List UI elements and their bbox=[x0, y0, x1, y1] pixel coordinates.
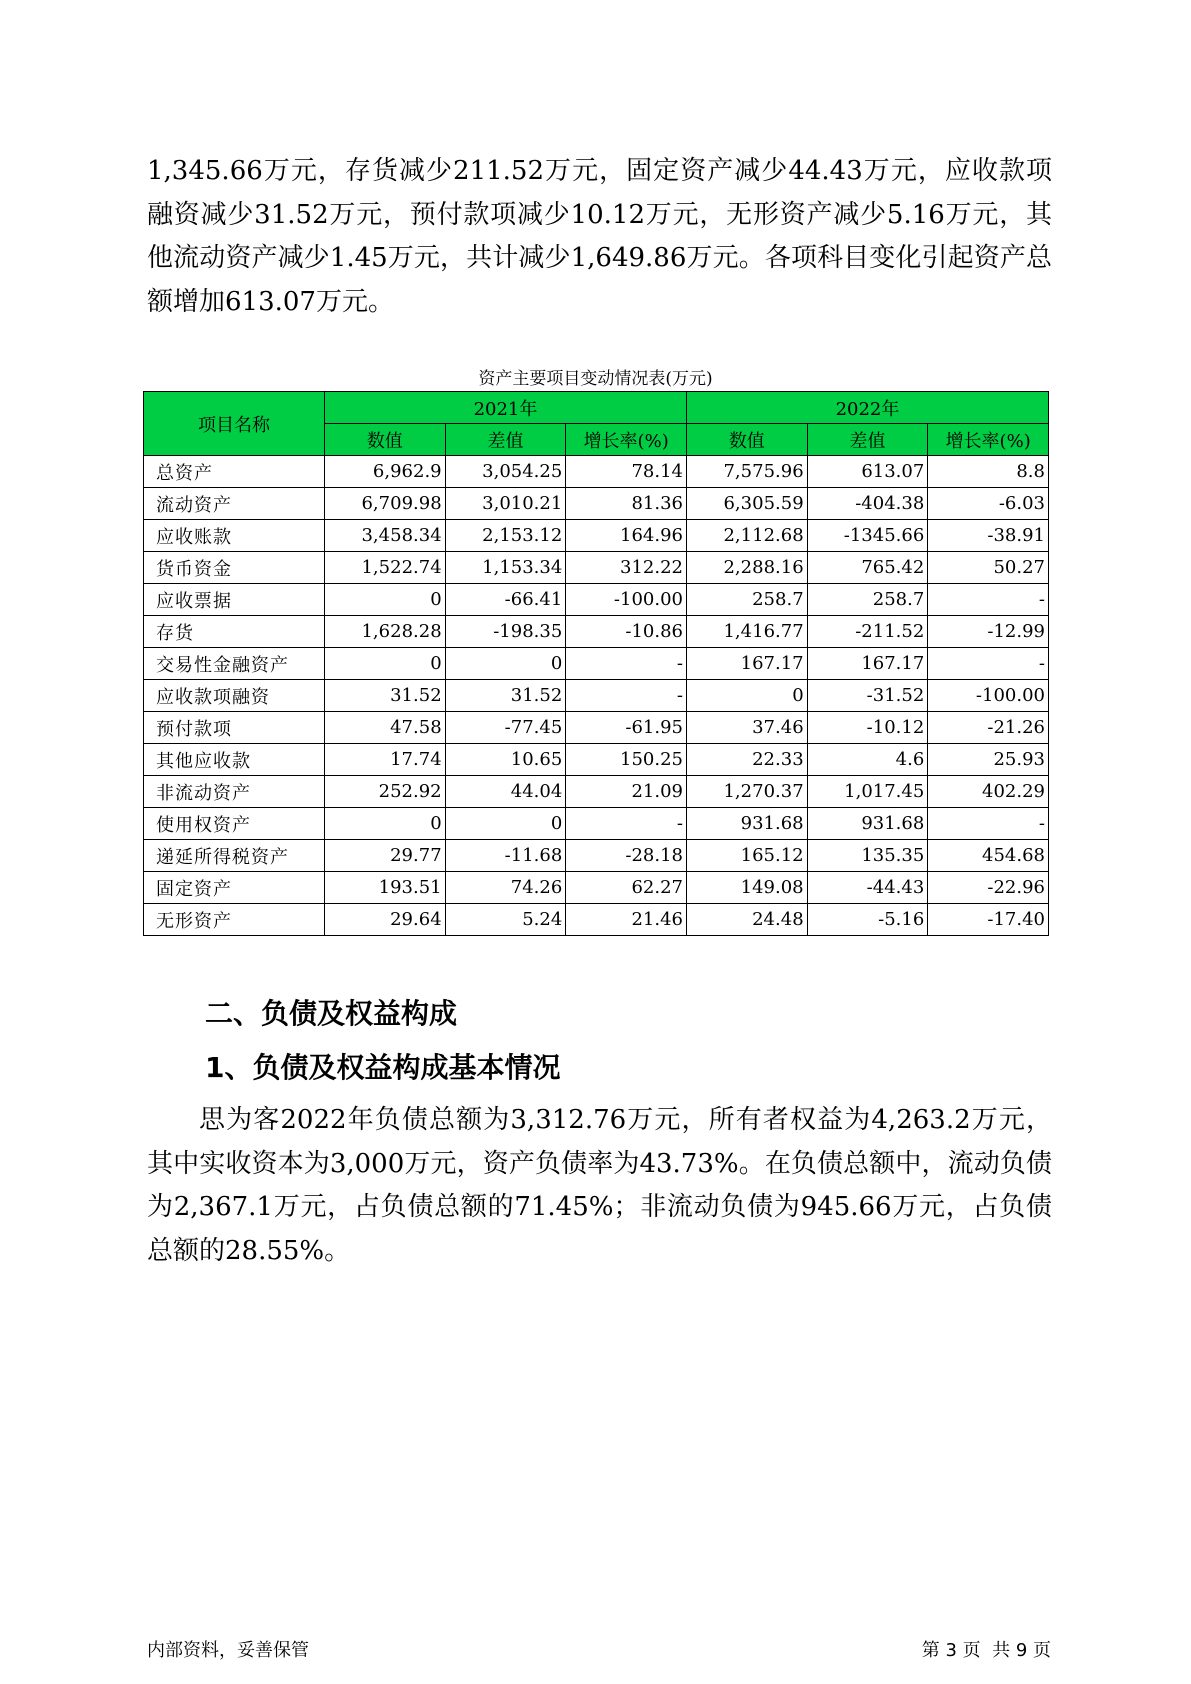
cell-r1: -10.86 bbox=[566, 616, 687, 648]
cell-d1: 10.65 bbox=[445, 744, 566, 776]
cell-r1: -28.18 bbox=[566, 840, 687, 872]
header-rate-2021: 增长率(%) bbox=[566, 424, 687, 456]
cell-d2: -5.16 bbox=[807, 904, 928, 936]
row-item-name: 货币资金 bbox=[144, 552, 325, 584]
header-value-2021: 数值 bbox=[324, 424, 445, 456]
cell-v2: 7,575.96 bbox=[686, 456, 807, 488]
cell-v2: 22.33 bbox=[686, 744, 807, 776]
cell-v2: 6,305.59 bbox=[686, 488, 807, 520]
cell-r1: 78.14 bbox=[566, 456, 687, 488]
cell-d1: 3,054.25 bbox=[445, 456, 566, 488]
table-caption: 资产主要项目变动情况表(万元) bbox=[478, 369, 713, 389]
cell-r1: 164.96 bbox=[566, 520, 687, 552]
cell-v1: 3,458.34 bbox=[324, 520, 445, 552]
row-item-name: 应收款项融资 bbox=[144, 680, 325, 712]
header-diff-2022: 差值 bbox=[807, 424, 928, 456]
cell-r2: -12.99 bbox=[928, 616, 1049, 648]
row-item-name: 流动资产 bbox=[144, 488, 325, 520]
cell-r1: -61.95 bbox=[566, 712, 687, 744]
cell-v1: 31.52 bbox=[324, 680, 445, 712]
cell-v2: 2,288.16 bbox=[686, 552, 807, 584]
table-row bbox=[144, 616, 1049, 648]
header-year-2021: 2021年 bbox=[324, 392, 686, 424]
cell-r1: - bbox=[566, 680, 687, 712]
cell-r2: -22.96 bbox=[928, 872, 1049, 904]
cell-v2: 24.48 bbox=[686, 904, 807, 936]
row-item-name: 固定资产 bbox=[144, 872, 325, 904]
header-rate-2022: 增长率(%) bbox=[928, 424, 1049, 456]
table-row bbox=[144, 520, 1049, 552]
cell-r2: 8.8 bbox=[928, 456, 1049, 488]
cell-d2: 613.07 bbox=[807, 456, 928, 488]
cell-d1: 2,153.12 bbox=[445, 520, 566, 552]
cell-r2: - bbox=[928, 584, 1049, 616]
cell-v1: 17.74 bbox=[324, 744, 445, 776]
cell-d1: 0 bbox=[445, 808, 566, 840]
cell-v2: 0 bbox=[686, 680, 807, 712]
cell-d2: 1,017.45 bbox=[807, 776, 928, 808]
cell-d1: -77.45 bbox=[445, 712, 566, 744]
cell-d2: 931.68 bbox=[807, 808, 928, 840]
cell-d2: -404.38 bbox=[807, 488, 928, 520]
cell-d2: -10.12 bbox=[807, 712, 928, 744]
header-diff-2021: 差值 bbox=[445, 424, 566, 456]
row-item-name: 递延所得税资产 bbox=[144, 840, 325, 872]
table-row bbox=[144, 840, 1049, 872]
cell-d2: 258.7 bbox=[807, 584, 928, 616]
cell-r1: - bbox=[566, 808, 687, 840]
cell-d2: -31.52 bbox=[807, 680, 928, 712]
header-value-2022: 数值 bbox=[686, 424, 807, 456]
cell-d1: -198.35 bbox=[445, 616, 566, 648]
table-row bbox=[144, 648, 1049, 680]
row-item-name: 总资产 bbox=[144, 456, 325, 488]
table-row bbox=[144, 872, 1049, 904]
cell-d2: -211.52 bbox=[807, 616, 928, 648]
cell-v1: 6,962.9 bbox=[324, 456, 445, 488]
cell-r1: - bbox=[566, 648, 687, 680]
cell-v2: 165.12 bbox=[686, 840, 807, 872]
cell-v1: 0 bbox=[324, 808, 445, 840]
cell-r2: - bbox=[928, 808, 1049, 840]
cell-r1: 21.46 bbox=[566, 904, 687, 936]
cell-v2: 1,416.77 bbox=[686, 616, 807, 648]
cell-d1: -66.41 bbox=[445, 584, 566, 616]
cell-r2: -100.00 bbox=[928, 680, 1049, 712]
cell-r2: 25.93 bbox=[928, 744, 1049, 776]
asset-change-table bbox=[143, 391, 1049, 936]
cell-v1: 47.58 bbox=[324, 712, 445, 744]
row-item-name: 交易性金融资产 bbox=[144, 648, 325, 680]
cell-r1: 62.27 bbox=[566, 872, 687, 904]
table-row bbox=[144, 584, 1049, 616]
cell-v1: 0 bbox=[324, 584, 445, 616]
cell-d1: 3,010.21 bbox=[445, 488, 566, 520]
cell-v2: 149.08 bbox=[686, 872, 807, 904]
cell-r1: 81.36 bbox=[566, 488, 687, 520]
cell-r1: -100.00 bbox=[566, 584, 687, 616]
cell-v1: 29.77 bbox=[324, 840, 445, 872]
table-row bbox=[144, 456, 1049, 488]
cell-v2: 258.7 bbox=[686, 584, 807, 616]
paragraph-liabilities: 思为客2022年负债总额为3,312.76万元，所有者权益为4,263.2万元，其中实收资本为3,000万元，资产负债率为43.73%。在负债总额中，流动负债为2,367.1万元，占负债总额的71.45%；非流动负债为945.66万元，占负债总额的28.55%。 bbox=[147, 1105, 1052, 1266]
cell-d2: -44.43 bbox=[807, 872, 928, 904]
row-item-name: 应收账款 bbox=[144, 520, 325, 552]
footer-page-number: 第 3 页 共 9 页 bbox=[921, 1640, 1051, 1661]
cell-r2: - bbox=[928, 648, 1049, 680]
cell-v1: 1,522.74 bbox=[324, 552, 445, 584]
cell-v1: 0 bbox=[324, 648, 445, 680]
table-row bbox=[144, 680, 1049, 712]
cell-r1: 312.22 bbox=[566, 552, 687, 584]
cell-r2: 454.68 bbox=[928, 840, 1049, 872]
row-item-name: 预付款项 bbox=[144, 712, 325, 744]
row-item-name: 非流动资产 bbox=[144, 776, 325, 808]
cell-d1: -11.68 bbox=[445, 840, 566, 872]
cell-d1: 74.26 bbox=[445, 872, 566, 904]
paragraph-intro: 1,345.66万元，存货减少211.52万元，固定资产减少44.43万元，应收款项融资减少31.52万元，预付款项减少10.12万元，无形资产减少5.16万元，其他流动资产减少1.45万元，共计减少1,649.86万元。各项科目变化引起资产总额增加613.07万元。 bbox=[147, 156, 1052, 317]
cell-r1: 21.09 bbox=[566, 776, 687, 808]
cell-d2: -1345.66 bbox=[807, 520, 928, 552]
cell-r2: -21.26 bbox=[928, 712, 1049, 744]
table-row bbox=[144, 808, 1049, 840]
footer-confidential-note: 内部资料，妥善保管 bbox=[147, 1640, 309, 1661]
cell-v2: 1,270.37 bbox=[686, 776, 807, 808]
row-item-name: 使用权资产 bbox=[144, 808, 325, 840]
cell-v1: 252.92 bbox=[324, 776, 445, 808]
cell-r2: 402.29 bbox=[928, 776, 1049, 808]
cell-v2: 37.46 bbox=[686, 712, 807, 744]
cell-v2: 931.68 bbox=[686, 808, 807, 840]
cell-d1: 5.24 bbox=[445, 904, 566, 936]
table-row bbox=[144, 744, 1049, 776]
row-item-name: 其他应收款 bbox=[144, 744, 325, 776]
cell-v1: 29.64 bbox=[324, 904, 445, 936]
cell-v1: 193.51 bbox=[324, 872, 445, 904]
header-item-name: 项目名称 bbox=[144, 392, 325, 456]
subsection-heading: 1、负债及权益构成基本情况 bbox=[205, 1051, 561, 1084]
table-row bbox=[144, 776, 1049, 808]
cell-r2: -6.03 bbox=[928, 488, 1049, 520]
row-item-name: 无形资产 bbox=[144, 904, 325, 936]
row-item-name: 存货 bbox=[144, 616, 325, 648]
table-row bbox=[144, 904, 1049, 936]
table-row bbox=[144, 552, 1049, 584]
cell-r2: -17.40 bbox=[928, 904, 1049, 936]
cell-d2: 765.42 bbox=[807, 552, 928, 584]
cell-v2: 2,112.68 bbox=[686, 520, 807, 552]
cell-r2: 50.27 bbox=[928, 552, 1049, 584]
header-year-2022: 2022年 bbox=[686, 392, 1048, 424]
cell-v1: 1,628.28 bbox=[324, 616, 445, 648]
table-row bbox=[144, 712, 1049, 744]
cell-d1: 1,153.34 bbox=[445, 552, 566, 584]
cell-d2: 4.6 bbox=[807, 744, 928, 776]
cell-v1: 6,709.98 bbox=[324, 488, 445, 520]
cell-d1: 31.52 bbox=[445, 680, 566, 712]
cell-d1: 0 bbox=[445, 648, 566, 680]
cell-v2: 167.17 bbox=[686, 648, 807, 680]
table-row bbox=[144, 488, 1049, 520]
row-item-name: 应收票据 bbox=[144, 584, 325, 616]
cell-d2: 135.35 bbox=[807, 840, 928, 872]
section-heading: 二、负债及权益构成 bbox=[205, 997, 458, 1030]
cell-r1: 150.25 bbox=[566, 744, 687, 776]
cell-d2: 167.17 bbox=[807, 648, 928, 680]
cell-r2: -38.91 bbox=[928, 520, 1049, 552]
cell-d1: 44.04 bbox=[445, 776, 566, 808]
